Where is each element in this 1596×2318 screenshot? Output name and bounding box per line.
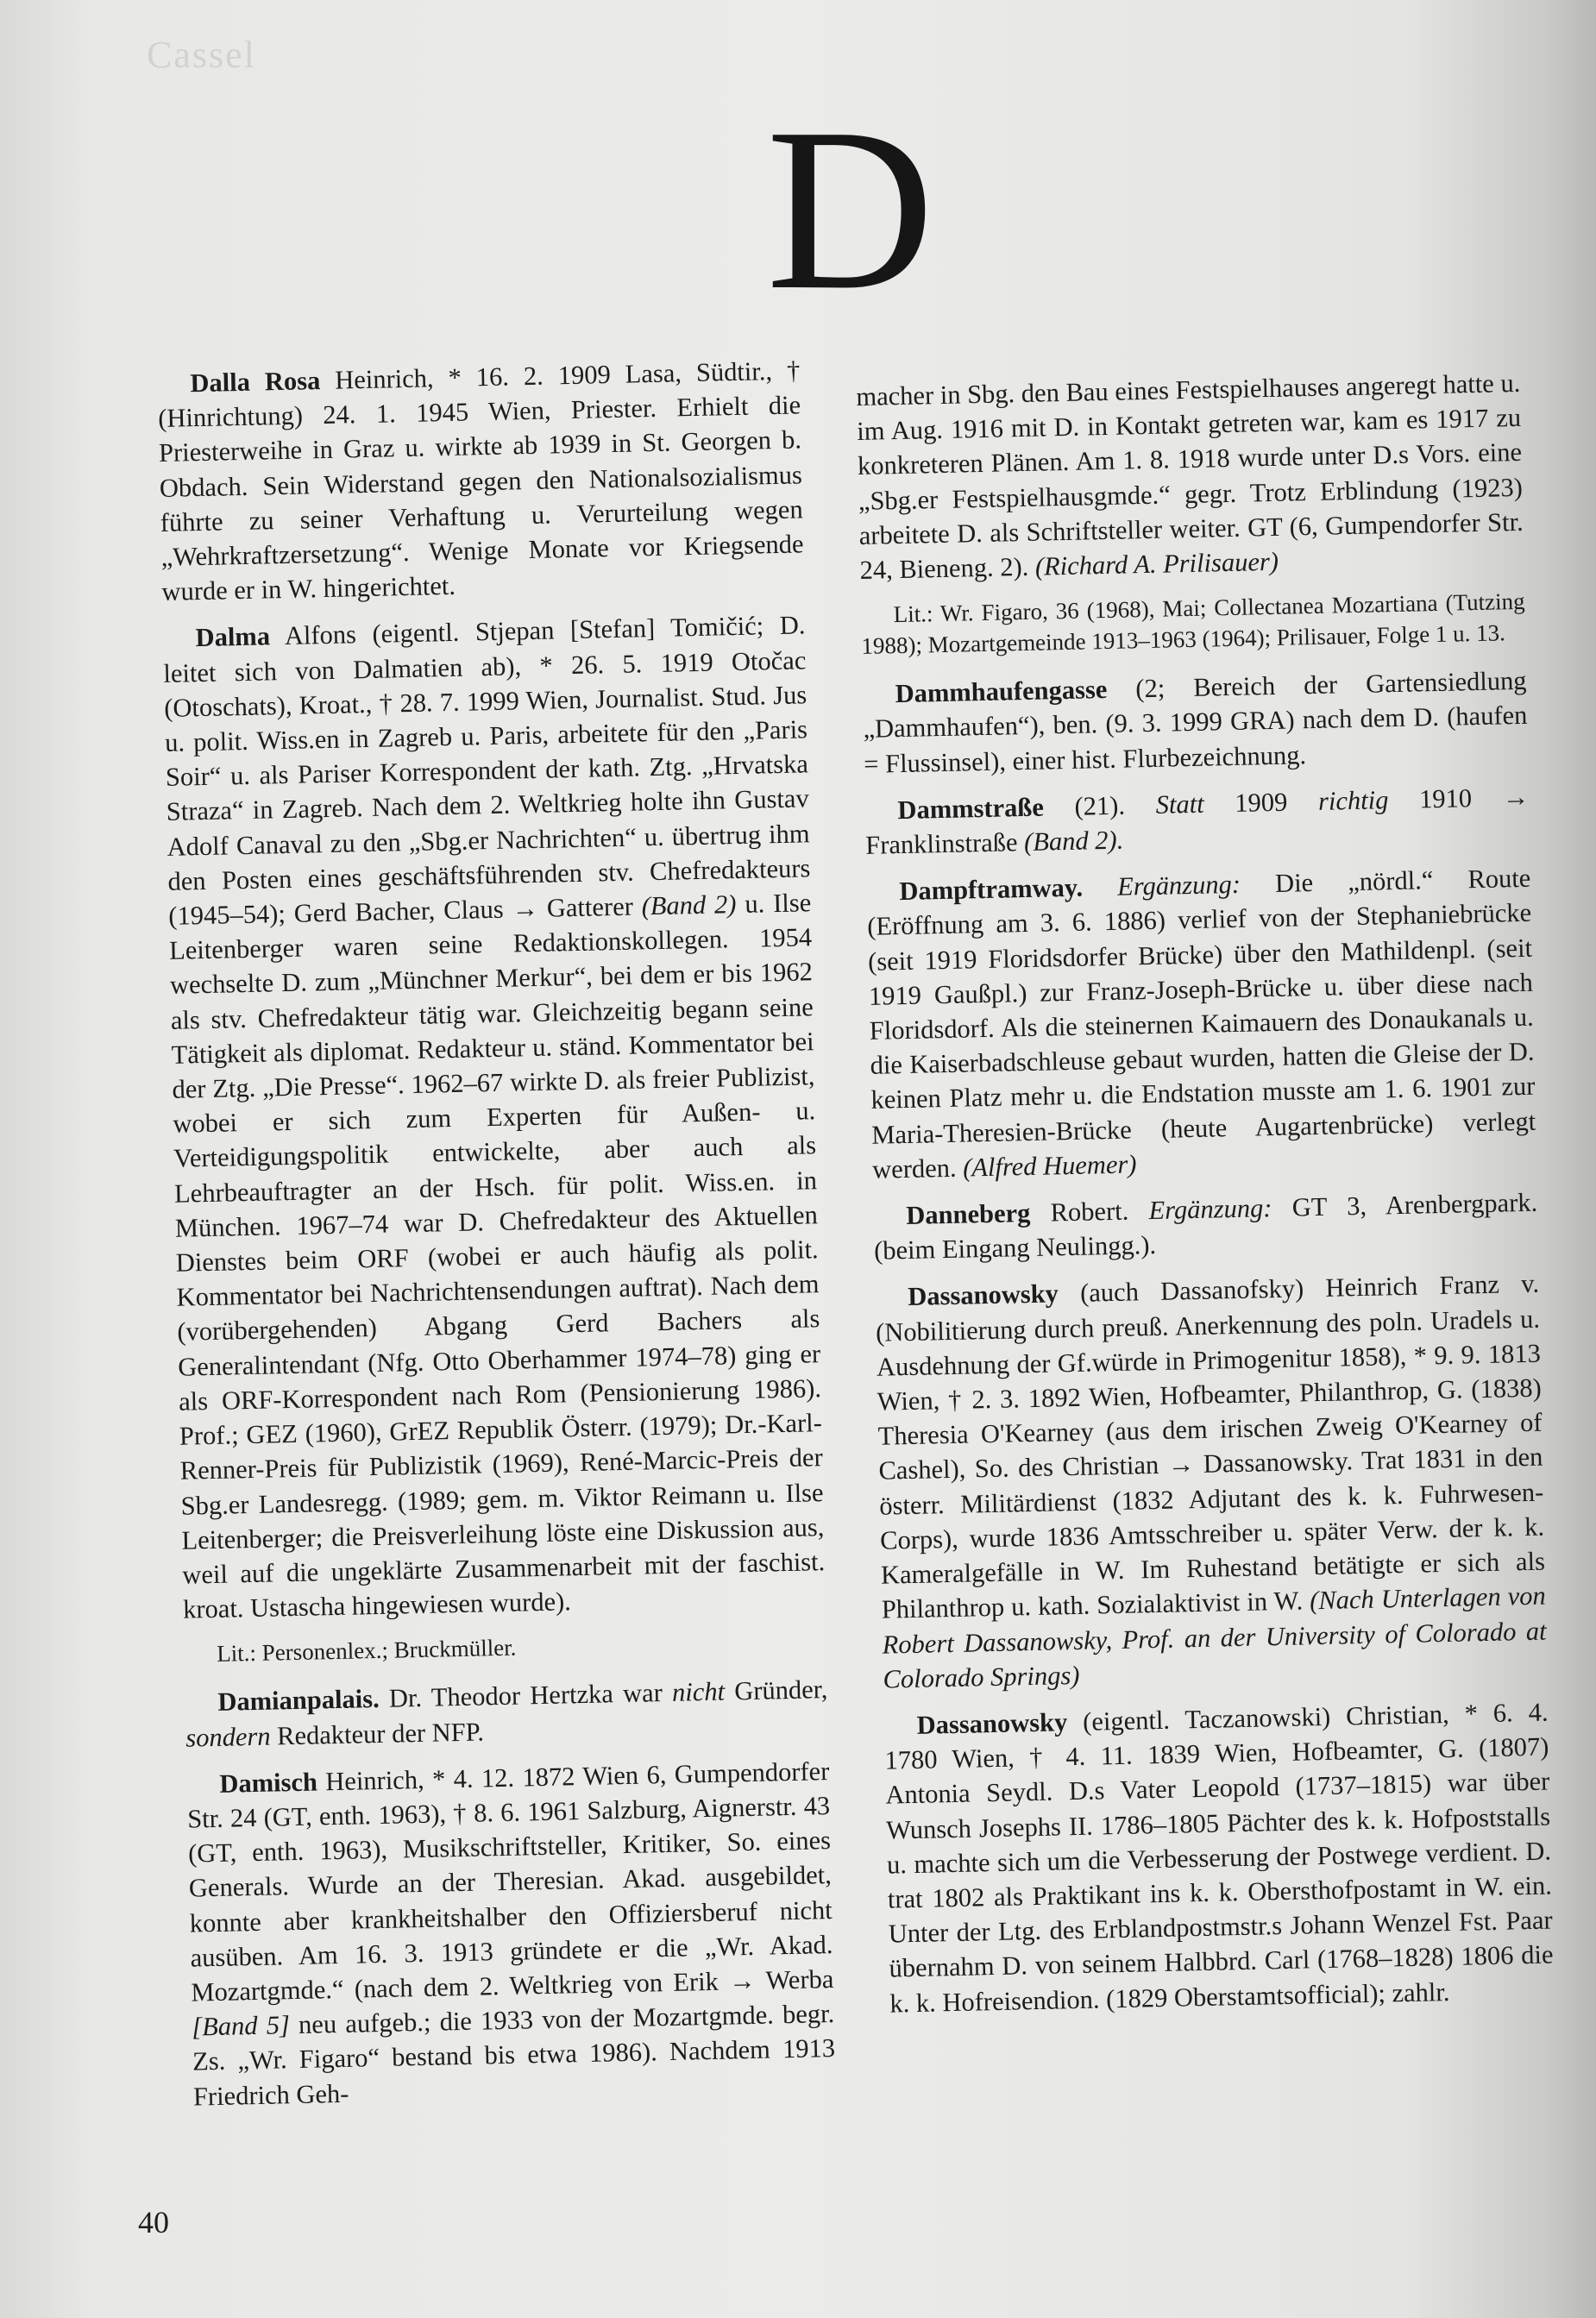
emphasis: Ergänzung: <box>1082 870 1241 902</box>
entry-text: Gründer, <box>724 1674 828 1706</box>
volume-reference: [Band 5] <box>191 2010 291 2042</box>
right-column <box>856 366 1555 2032</box>
headword: Dammstraße <box>897 792 1045 825</box>
entry-dassanowsky-christian <box>883 1694 1554 2020</box>
literature-note: Lit.: Personenlex.; Bruckmüller. <box>216 1634 517 1668</box>
headword: Dassanowsky <box>907 1278 1059 1312</box>
entry-dalla-rosa <box>157 353 805 609</box>
entry-text: (2; Bereich der Gartensiedlung „Dammhaufen“), ben. (9. 3. 1999 GRA) nach dem D. (haufen = Flussinsel), einer hist. Flurbezeichnung. <box>863 666 1528 779</box>
entry-text: (eigentl. Taczanowski) Christian, * 6. 4. 1780 Wien, † 4. 11. 1839 Wien, Hofbeamter, G. (1807) Antonia Seydl. D.s Vater Leopold (1737–1815) war über Wunsch Josephs II. 1786–1805 Pächter des k. k. Hofpoststalls u. machte sich um die Verbesserung der Postwege verdient. D. trat 1802 als Praktikant ins k. k. Obersthofpostamt in W. ein. Unter der Ltg. des Erblandpostmstr.s Johann Wenzel Fst. Paar übernahm D. von seinem Halbbrd. Carl (1768–1828) 1806 die k. k. Hofreisendion. (1829 Oberstamtsofficial); zahlr. <box>884 1697 1554 2019</box>
headword: Damianpalais. <box>217 1684 380 1718</box>
headword: Dalma <box>195 621 271 653</box>
author-signature: (Nach Unterlagen von Robert Dassanowsky, Prof. an der University of Colorado at Colorado Springs) <box>882 1580 1547 1694</box>
entry-dalma <box>162 608 826 1627</box>
entry-damianpalais <box>185 1672 829 1755</box>
entry-text: Redakteur der NFP. <box>270 1716 485 1751</box>
section-letter: D <box>766 80 934 338</box>
emphasis: Ergänzung: <box>1148 1193 1272 1226</box>
emphasis: nicht <box>671 1676 726 1708</box>
author-signature: (Alfred Huemer) <box>962 1149 1137 1183</box>
entry-text: 1910 → Franklinstraße <box>864 782 1530 860</box>
volume-reference: (Band 2). <box>1023 825 1124 857</box>
entry-text: macher in Sbg. den Bau eines Festspielhauses angeregt hatte u. im Aug. 1916 mit D. in Kontakt getreten war, kam es 1917 zu konkreteren Plänen. Am 1. 8. 1918 wurde unter D.s Vors. eine „Sbg.er Festspielhausgmde.“ gegr. Trotz Erblindung (1923) arbeitete D. als Schriftsteller weiter. GT (6, Gumpendorfer Str. 24, Bieneng. 2). <box>856 367 1524 585</box>
faint-running-title: Cassel <box>147 34 256 76</box>
headword: Dalla Rosa <box>190 366 321 399</box>
entry-dammhaufengasse <box>862 663 1528 782</box>
entry-text: Heinrich, * 16. 2. 1909 Lasa, Südtir., † (Hinrichtung) 24. 1. 1945 Wien, Priester. Erhielt die Priesterweihe in Graz u. wirkte ab 1939 in St. Georgen b. Obdach. Sein Widerstand gegen den Nationalsozialismus führte zu seiner Verhaftung u. Verurteilung wegen „Wehrkraftzersetzung“. Wenige Monate vor Kriegsende wurde er in W. hingerichtet. <box>157 355 804 607</box>
entry-text: GT 3, Arenbergpark. (beim Eingang Neulingg.). <box>873 1187 1538 1266</box>
emphasis: richtig <box>1317 785 1389 816</box>
entry-text: Heinrich, * 4. 12. 1872 Wien 6, Gumpendorfer Str. 24 (GT, enth. 1963), † 8. 6. 1961 Salzburg, Aignerstr. 43 (GT, enth. 1963), Musikschriftsteller, Kritiker, So. eines Generals. Wurde an der Theresian. Akad. ausgebildet, konnte aber krankheitshalber den Offiziersberuf nicht ausüben. Am 16. 3. 1913 gründete er die „Wr. Akad. Mozartgmde.“ (nach dem 2. Weltkrieg von Erik → Werba <box>186 1756 834 2007</box>
author-signature: (Richard A. Prilisauer) <box>1034 546 1279 581</box>
headword: Dammhaufengasse <box>895 675 1108 709</box>
page-number: 40 <box>138 2205 169 2239</box>
entry-text: (auch Dassanofsky) Heinrich Franz v. (Nobilitierung durch preuß. Anerkennung des poln. Uradels u. Ausdehnung der Gf.würde in Primogenitur 1858), * 9. 9. 1813 Wien, † 2. 3. 1892 Wien, Hofbeamter, Philanthrop, G. (1838) Theresia O'Kearney (aus dem irischen Zweig O'Kearney of Cashel), So. des Christian → Dassanowsky. Trat 1831 in den österr. Militärdienst (1832 Adjutant des k. k. Fuhrwesen-Corps), wurde 1836 Amtsschreiber u. später Verw. der k. k. Kameralgefälle in W. Im Ruhestand betätigte er sich als Philanthrop u. kath. Sozialaktivist in W. <box>875 1269 1546 1624</box>
literature-note: Lit.: Wr. Figaro, 36 (1968), Mai; Collectanea Mozartiana (Tutzing 1988); Mozartgemeinde 1913–1963 (1964); Prilisauer, Folge 1 u. 13. <box>861 588 1525 660</box>
entry-text: 1909 <box>1203 786 1319 819</box>
headword: Danneberg <box>905 1198 1031 1231</box>
entry-text: Robert. <box>1029 1196 1149 1228</box>
headword: Dampftramway. <box>899 872 1084 907</box>
entry-text: u. Ilse Leitenberger waren seine Redaktionskollegen. 1954 wechselte D. zum „Münchner Merkur“, bei dem er bis 1962 als stv. Chefredakteur tätig war. Gleichzeitig begann seine Tätigkeit als diplomat. Redakteur u. ständ. Kommentator bei der Ztg. „Die Presse“. 1962–67 wirkte D. als freier Publizist, wobei er sich zum Experten für Außen- u. Verteidigungspolitik entwickelte, aber auch als Lehrbeauftragter an der Hsch. für polit. Wiss.en. in München. 1967–74 war D. Chefredakteur des Aktuellen Dienstes beim ORF (wobei er auch häufig als polit. Kommentator bei Nachrichtensendungen auftrat). Nach dem (vorübergehenden) Abgang Gerd Bachers als Generalintendant (Nfg. Otto Oberhammer 1974–78) ging er als ORF-Korrespondent nach Rom (Pensionierung 1986). Prof.; GEZ (1960), GrEZ Republik Österr. (1979); Dr.-Karl-Renner-Preis für Publizistik (1969), René-Marcic-Preis der Sbg.er Landesregg. (1989; gem. m. Viktor Reimann u. Ilse Leitenberger; die Preisverleihung löste eine Diskussion aus, weil auf die ungeklärte Zusammenarbeit mit der faschist. kroat. Ustascha hingewiesen wurde). <box>168 888 826 1624</box>
headword: Damisch <box>219 1767 318 1799</box>
entry-damisch-continued <box>856 366 1524 587</box>
headword: Dassanowsky <box>916 1707 1068 1740</box>
entry-danneberg <box>873 1185 1539 1269</box>
entry-dampftramway <box>866 861 1536 1187</box>
entry-text: (21). <box>1043 789 1157 822</box>
entry-damisch <box>186 1754 836 2114</box>
entry-text: Alfons (eigentl. Stjepan [Stefan] Tomičić; D. leitet sich von Dalmatien ab), * 26. 5. 1919 Otočac (Otoschats), Kroat., † 28. 7. 1999 Wien, Journalist. Stud. Jus u. polit. Wiss.en in Zagreb u. Paris, arbeitete für den „Paris Soir“ u. als Pariser Korrespondent der kath. Ztg. „Hrvatska Straza“ in Zagreb. Nach dem 2. Weltkrieg holte ihn Gustav Adolf Canaval zu den „Sbg.er Nachrichten“ u. übertrug ihm den Posten eines geschäftsführenden stv. Chefredakteurs (1945–54); Gerd Bacher, Claus → Gatterer <box>163 610 811 931</box>
entry-text: neu aufgeb.; die 1933 von der Mozartgmde. begr. Zs. „Wr. Figaro“ bestand bis etwa 1986). Nachdem 1913 Friedrich Geh- <box>192 1999 836 2112</box>
left-column <box>157 353 837 2126</box>
emphasis: Statt <box>1155 788 1204 820</box>
entry-dammstrasse <box>864 780 1530 864</box>
emphasis: sondern <box>185 1721 271 1753</box>
entry-text: Die „nördl.“ Route (Eröffnung am 3. 6. 1886) verlief von der Stephaniebrücke (seit 1919 Floridsdorfer Brücke) über den Mathildenpl. (seit 1919 Gaußpl.) zur Franz-Joseph-Brücke u. über diese nach Floridsdorf. Als die steinernen Kaimauern des Donaukanals u. die Kaiserbadschleuse gebaut wurden, hatten die Gleise der D. keinen Platz mehr u. die Endstation musste am 1. 6. 1901 zur Maria-Theresien-Brücke (heute Augartenbrücke) verlegt werden. <box>866 863 1536 1184</box>
entry-dassanowsky-heinrich <box>875 1266 1548 1696</box>
entry-text: Dr. Theodor Hertzka war <box>379 1678 673 1714</box>
volume-reference: (Band 2) <box>641 889 737 921</box>
